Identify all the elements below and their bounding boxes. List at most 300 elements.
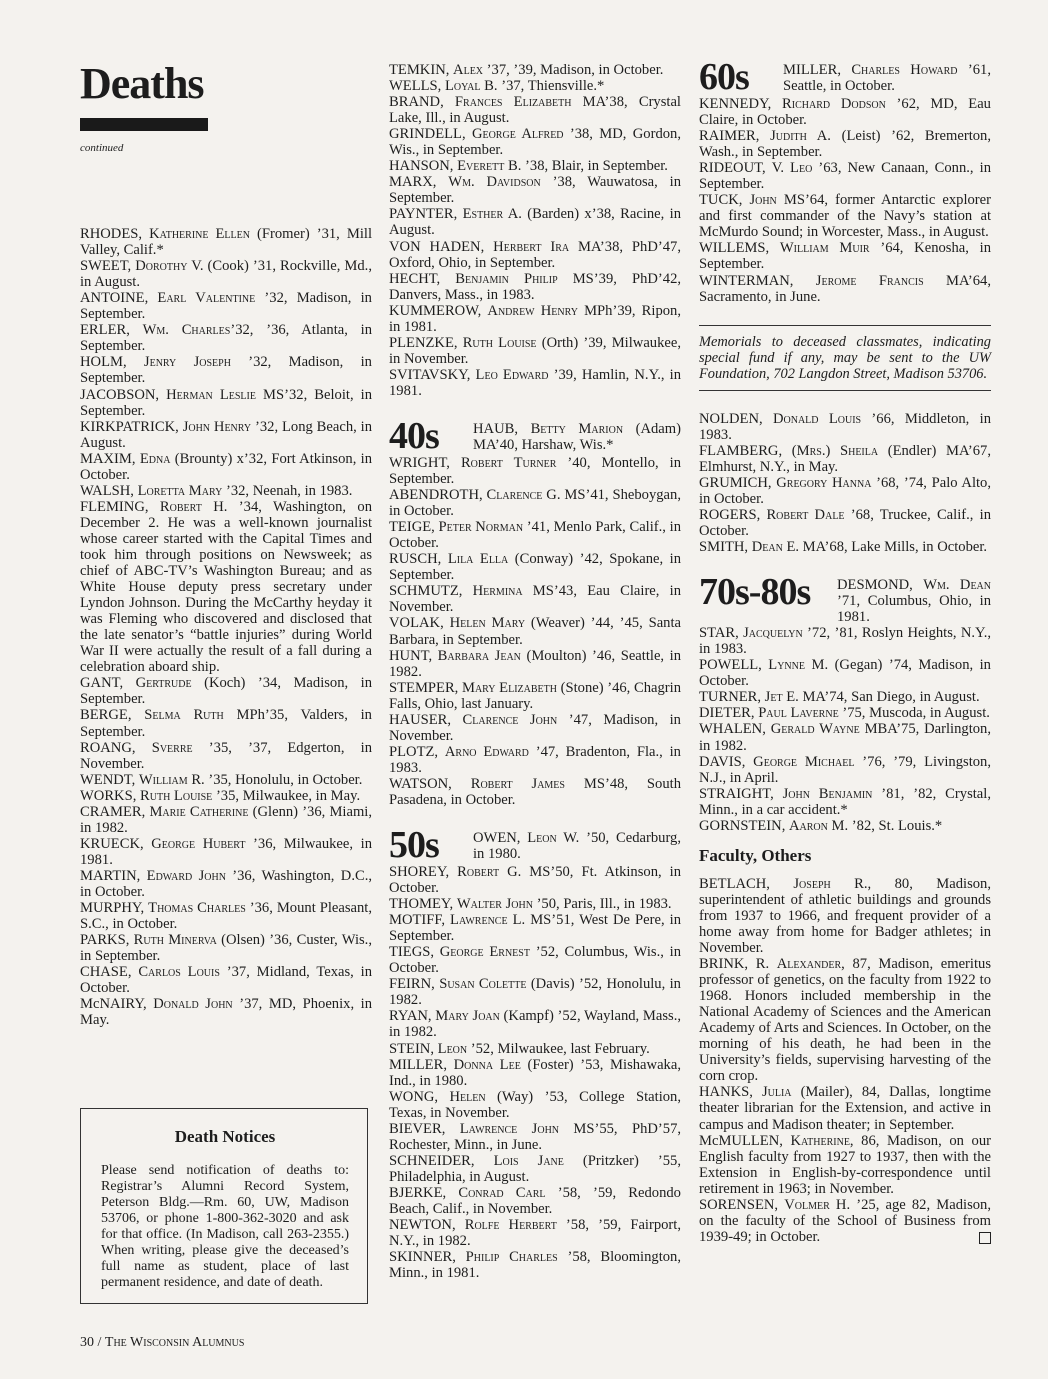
entry-surname: WORKS, [80, 787, 140, 804]
obituary-entry [389, 583, 681, 615]
entry-details: MS’64, former Antarctic explorer and first commander of the Navy’s station at McMurdo Sound; in Worcester, Mass., in August. [699, 192, 991, 241]
entry-surname: HANKS, [699, 1084, 762, 1101]
obituary-entry [80, 499, 372, 676]
entry-details: ’68, ’74, Palo Alto, in October. [699, 474, 991, 507]
obituary-entry [699, 705, 991, 721]
entry-given: Earl Valentine [157, 290, 256, 307]
obituary-entry [699, 786, 991, 818]
entry-details: R. ’35, Honolulu, in October. [187, 771, 363, 788]
entry-surname: RUSCH, [389, 551, 448, 568]
entry-surname: HECHT, [389, 270, 456, 287]
obituary-entry [699, 1197, 991, 1245]
entry-surname: STEMPER, [389, 679, 462, 696]
entry-given: John [749, 192, 777, 209]
entry-given: John Henry [182, 418, 252, 435]
entry-surname: WALSH, [80, 482, 138, 499]
entry-surname: KUMMEROW, [389, 302, 488, 319]
decade-label: 40s [389, 414, 439, 457]
entry-given: Philip Charles [465, 1249, 558, 1266]
entry-surname: MOTIFF, [389, 912, 451, 929]
entry-surname: GRUMICH, [699, 474, 777, 491]
entry-details: (Pritzker) ’55, Philadelphia, in August. [389, 1152, 681, 1185]
entry-given: Herman Leslie [166, 386, 256, 403]
entry-given: Carlos Louis [138, 964, 220, 981]
entry-given: William [138, 771, 188, 788]
entry-details: ’62, MD, Eau Claire, in October. [699, 96, 991, 129]
entry-details: ’37, MD, Phoenix, in May. [80, 996, 373, 1029]
entry-details: ’35, Milwaukee, in May. [212, 787, 361, 804]
entry-surname: MARX, [389, 174, 449, 191]
obituary-entry [699, 721, 991, 753]
entry-given: Gregory Hanna [776, 474, 872, 491]
entry-given: Dorothy [135, 258, 188, 275]
entry-surname: McMULLEN, [699, 1132, 791, 1149]
obituary-entry [389, 912, 681, 944]
obituary-entry [389, 712, 681, 744]
entry-given: Volmer [784, 1196, 830, 1213]
entry-given: Ruth Minerva [133, 932, 217, 949]
entry-given: Richard Dodson [782, 96, 886, 112]
obituary-entry [699, 192, 991, 240]
obituary-entry [80, 290, 372, 322]
entry-surname: KENNEDY, [699, 96, 783, 112]
obituary-entry [389, 303, 681, 335]
entry-details: ’58, Bloomington, Minn., in 1981. [389, 1249, 682, 1282]
entry-surname: THOMEY, [389, 896, 457, 913]
obituary-entry [80, 258, 372, 290]
page-footer [80, 1335, 244, 1351]
entry-details: H. ’25, age 82, Madison, on the faculty of the School of Business from 1939-49; in October. [699, 1196, 991, 1245]
page-number: 30 / [80, 1335, 105, 1350]
entry-details: ’32, ’36, Atlanta, in September. [80, 322, 372, 355]
entry-details: (Endler) MA’67, Elmhurst, N.Y., in May. [699, 442, 991, 475]
entry-surname: SKINNER, [389, 1249, 466, 1266]
entry-given: Sverre [151, 739, 193, 756]
entry-details: (Adam) MA’40, Harshaw, Wis.* [473, 420, 681, 454]
obituary-entry [80, 836, 372, 868]
entry-given: Judith [770, 128, 807, 145]
entry-given: Edward John [146, 867, 226, 884]
faculty-heading: Faculty, Others [699, 845, 812, 865]
entry-given: Everett [457, 158, 505, 175]
entry-details: L. MS’51, West De Pere, in September. [389, 912, 681, 945]
entry-given: Wm. Dean [923, 577, 991, 594]
entry-surname: ROGERS, [699, 506, 767, 523]
death-notices-box [80, 1108, 368, 1304]
entry-given: Robert Dale [766, 506, 845, 523]
entry-given: Selma Ruth [144, 707, 224, 724]
entry-given: Lois Jane [493, 1152, 564, 1169]
entry-surname: NEWTON, [389, 1217, 465, 1234]
obituary-entry [389, 1249, 681, 1281]
death-notices-body: Please send notification of deaths to: Registrar’s Alumni Record System, Peterson Bldg.—Rm. 60, UW, Madison 53706, or phone 1-800-362-3020 and ask for that office. (In Madison, call 263-2355.) When writing, please give the deceased’s full name as student, place of last permanent residence, and date of death. [101, 1163, 349, 1290]
entry-given: Julia [761, 1084, 792, 1101]
obituary-entry [699, 128, 991, 160]
obituary-entry [389, 126, 681, 158]
obituary-entry [389, 1089, 681, 1121]
entry-details: (Foster) ’53, Mishawaka, Ind., in 1980. [389, 1056, 681, 1089]
obituary-entry [389, 1057, 681, 1089]
entry-surname: CRAMER, [80, 803, 150, 820]
obituary-entry [80, 451, 372, 483]
entry-given: Edna [139, 450, 171, 467]
entry-surname: WHALEN, [699, 721, 771, 738]
obituary-entry [837, 577, 991, 625]
entry-details: H. ’34, Washington, on December 2. He was a well-known journalist whose career started with the Capital Times and took him through positions on Newsweek; as chief of ABC-TV’s Washington Bureau; and as White House deputy press secretary under Lyndon Johnson. During the McCarthy heyday it was Fleming who discovered and disclosed that the late senator’s “battle injuries” during World War II were actually the result of a fall during a celebration aboard ship. [80, 498, 372, 676]
entry-details: A. (Barden) x’38, Racine, in August. [389, 206, 681, 239]
entry-given: Loretta Mary [137, 482, 223, 499]
obituary-entry [699, 1084, 991, 1132]
obituary-entry [80, 387, 372, 419]
obituary-entry [389, 94, 681, 126]
entry-details: (Kampf) ’52, Wayland, Mass., in 1982. [389, 1008, 681, 1041]
obituary-list-40s [389, 455, 681, 808]
entry-given: Paul Laverne [758, 705, 839, 722]
entry-given: Leo Edward [475, 366, 549, 383]
entry-surname: GANT, [80, 675, 136, 692]
obituary-entry [783, 62, 991, 94]
entry-details: M. ’82, St. Louis.* [827, 817, 943, 834]
obituary-entry [389, 1041, 681, 1057]
entry-given: Jacquelyn [743, 625, 803, 642]
decade-label: 50s [389, 824, 439, 867]
entry-given: Alexander [776, 956, 842, 973]
obituary-entry [80, 740, 372, 772]
entry-details: ’81, ’82, Crystal, Minn., in a car accident.* [699, 785, 991, 818]
obituary-entry [699, 411, 991, 443]
obituary-entry [699, 443, 991, 475]
entry-details: R., 80, Madison, superintendent of athletic buildings and grounds from 1937 to 1966, and frequent provider of a home away from home for Badger athletes; in November. [699, 875, 991, 957]
entry-given: Marie Catherine [149, 803, 249, 820]
obituary-entry [389, 1008, 681, 1040]
entry-surname: MURPHY, [80, 900, 149, 917]
entry-details: ’64, Kenosha, in September. [699, 240, 991, 273]
entry-details: W. ’50, Cedarburg, in 1980. [473, 830, 681, 863]
entry-surname: OWEN, [473, 830, 528, 847]
obituary-entry [389, 680, 681, 712]
entry-details: MBA’75, Darlington, in 1982. [699, 721, 991, 754]
entry-surname: SVITAVSKY, [389, 366, 476, 383]
entry-surname: BJERKE, [389, 1184, 459, 1201]
obituary-entry [699, 1133, 991, 1197]
entry-details: ’38, Wauwatosa, in September. [389, 174, 681, 207]
entry-given: John Benjamin [782, 785, 873, 802]
entry-surname: TEIGE, [389, 519, 439, 536]
entry-surname: STEIN, [389, 1040, 438, 1057]
entry-surname: BRAND, [389, 94, 455, 111]
entry-given: Ruth Louise [462, 334, 537, 351]
entry-details: ’50, Paris, Ill., in 1983. [532, 896, 672, 913]
entry-details: ’36, Milwaukee, in 1981. [80, 835, 372, 868]
entry-details: ’36, Washington, D.C., in October. [80, 867, 372, 900]
entry-details: ’47, Bradenton, Fla., in 1983. [389, 743, 681, 776]
entry-surname: JACOBSON, [80, 386, 167, 403]
entry-details: ’76, ’79, Livingston, N.J., in April. [699, 753, 991, 786]
entry-details: (Orth) ’39, Milwaukee, in November. [389, 334, 681, 367]
obituary-entry [80, 868, 372, 900]
entry-surname: SCHMUTZ, [389, 583, 473, 600]
decade-60s-header [699, 56, 991, 98]
entry-given: Dean [751, 538, 783, 555]
entry-details: (Way) ’53, College Station, Texas, in November. [389, 1088, 681, 1121]
obituary-entry [699, 818, 991, 834]
entry-surname: MILLER, [389, 1056, 454, 1073]
entry-details: ’38, MD, Gordon, Wis., in September. [389, 126, 681, 159]
entry-surname: WATSON, [389, 775, 471, 792]
entry-details: MS’39, PhD’42, Danvers, Mass., in 1983. [389, 270, 682, 303]
obituary-entry [80, 804, 372, 836]
entry-given: (Mrs.) Sheila [791, 442, 879, 459]
obituary-entry [389, 1185, 681, 1217]
entry-given: George Michael [753, 753, 855, 770]
obituary-entry [80, 483, 372, 499]
entry-surname: WRIGHT, [389, 454, 461, 471]
obituary-entry [389, 62, 681, 78]
obituary-entry [80, 707, 372, 739]
entry-surname: HUNT, [389, 647, 438, 664]
entry-surname: MAXIM, [80, 450, 140, 467]
decade-label: 60s [699, 56, 749, 98]
decade-label: 70s-80s [699, 571, 811, 614]
entry-details: B. ’38, Blair, in September. [504, 158, 668, 175]
title-rule [80, 118, 208, 131]
entry-given: Arno Edward [444, 743, 529, 760]
entry-details: ’37, Midland, Texas, in October. [80, 964, 372, 997]
entry-details: ’75, Muscoda, in August. [838, 705, 990, 722]
obituary-entry [473, 421, 681, 453]
obituary-entry [389, 271, 681, 303]
entry-surname: WONG, [389, 1088, 450, 1105]
entry-given: Betty Marion [530, 420, 624, 437]
entry-given: Clarence John [462, 711, 558, 728]
entry-surname: BRINK, R. [699, 956, 777, 973]
death-notices-title: Death Notices [174, 1127, 276, 1146]
entry-surname: RYAN, [389, 1008, 436, 1025]
entry-details: ’47, Madison, in November. [389, 711, 681, 744]
entry-surname: BETLACH, [699, 875, 794, 892]
entry-details: MA’38, Crystal Lake, Ill., in August. [389, 94, 681, 127]
column-2 [389, 62, 681, 1281]
entry-details: ’40, Montello, in September. [389, 454, 681, 488]
entry-details: ’32, Madison, in September. [80, 290, 372, 323]
obituary-entry [389, 776, 681, 808]
entry-given: Aaron [789, 817, 828, 834]
entry-given: Joseph [793, 875, 831, 892]
obituary-entry [389, 519, 681, 551]
entry-details: B. ’37, Thiensville.* [480, 78, 605, 95]
obituary-entry [389, 944, 681, 976]
entry-surname: TIEGS, [389, 944, 440, 961]
entry-details: (Brounty) x’32, Fort Atkinson, in October. [80, 450, 373, 483]
obituary-entry [389, 174, 681, 206]
obituary-entry [389, 1217, 681, 1249]
entry-given: George Hubert [151, 835, 246, 852]
entry-given: V. Leo [771, 160, 813, 177]
obituary-entry [473, 830, 681, 862]
obituary-entry [80, 226, 372, 258]
entry-given: William Muir [779, 240, 870, 257]
entry-given: Benjamin Philip [455, 270, 558, 287]
entry-details: M. (Gegan) ’74, Madison, in October. [699, 657, 991, 690]
entry-given: Donna Lee [453, 1056, 521, 1073]
entry-surname: PLOTZ, [389, 743, 445, 760]
obituary-entry [389, 896, 681, 912]
obituary-entry [80, 996, 372, 1028]
obituary-entry [80, 322, 372, 354]
entry-surname: TEMKIN, [389, 62, 454, 78]
obituary-entry [699, 956, 991, 1084]
entry-details: ’32, Neenah, in 1983. [222, 482, 353, 499]
entry-given: Walter John [456, 896, 533, 913]
entry-given: George Ernest [439, 944, 530, 961]
obituary-entry [389, 367, 681, 399]
entry-surname: STAR, [699, 625, 744, 642]
entry-details: ’68, Truckee, Calif., in October. [699, 506, 991, 539]
entry-given: Lynne [768, 657, 805, 674]
entry-surname: WINTERMAN, [699, 272, 816, 289]
entry-given: Clarence [486, 487, 543, 504]
entry-details: ’37, ’39, Madison, in October. [483, 62, 664, 78]
entry-details: , 87, Madison, emeritus professor of genetics, on the faculty from 1922 to 1968. Honors included membership in the National Academy of Sciences and the American Academy of Arts and Sciences. In October, on the morning of his death, he had been in the University’s fields, supervising harvesting of the corn crop. [699, 956, 992, 1085]
end-mark-icon [979, 1232, 991, 1244]
entry-given: Donald Louis [772, 410, 862, 427]
entry-details: (Moulton) ’46, Seattle, in 1982. [389, 647, 681, 680]
obituary-entry [699, 689, 991, 705]
obituary-entry [699, 273, 991, 305]
entry-details: MS’43, Eau Claire, in November. [389, 583, 682, 616]
entry-surname: HOLM, [80, 354, 144, 371]
entry-given: Katherine Ellen [149, 226, 250, 243]
obituary-entry [389, 615, 681, 647]
obituary-entry [699, 876, 991, 956]
entry-given: Leon [437, 1040, 468, 1057]
obituary-entry [389, 455, 681, 487]
entry-details: (Glenn) ’36, Miami, in 1982. [80, 803, 373, 836]
obituary-entry [699, 96, 991, 128]
entry-details: ’66, Middleton, in 1983. [699, 410, 991, 443]
entry-surname: ROANG, [80, 739, 152, 756]
entry-details: ’58, ’59, Fairport, N.Y., in 1982. [389, 1217, 681, 1250]
entry-details: MS’48, South Pasadena, in October. [389, 775, 681, 808]
obituary-list-60s [699, 96, 991, 305]
obituary-entry [389, 335, 681, 367]
entry-given: Esther [462, 206, 504, 223]
entry-details: ’58, ’59, Redondo Beach, Calif., in November. [389, 1184, 681, 1217]
entry-surname: FEIRN, [389, 976, 440, 993]
entry-surname: HAUB, [473, 420, 531, 437]
entry-details: ’52, Columbus, Wis., in October. [389, 944, 681, 977]
obituary-entry [389, 648, 681, 680]
entry-given: George Alfred [471, 126, 564, 143]
entry-given: Ruth Louise [140, 787, 213, 804]
entry-given: Alex [453, 62, 484, 78]
entry-surname: HANSON, [389, 158, 458, 175]
entry-surname: POWELL, [699, 657, 769, 674]
entry-surname: STRAIGHT, [699, 785, 783, 802]
entry-given: Herbert Ira [493, 238, 570, 255]
obituary-entry [699, 475, 991, 507]
entry-details: ’61, Seattle, in October. [783, 62, 991, 95]
entry-details: G. MS’41, Sheboygan, in October. [389, 487, 681, 520]
obituary-entry [389, 976, 681, 1008]
entry-surname: McNAIRY, [80, 996, 154, 1013]
entry-surname: GRINDELL, [389, 126, 472, 143]
entry-surname: KIRKPATRICK, [80, 418, 183, 435]
obituary-entry [389, 1121, 681, 1153]
entry-given: Lawrence John [459, 1120, 560, 1137]
entry-given: Barbara Jean [437, 647, 521, 664]
entry-details: MS’32, Beloit, in September. [80, 386, 372, 419]
entry-given: Gertrude [135, 675, 192, 692]
entry-details: MPh’39, Ripon, in 1981. [389, 302, 681, 335]
entry-surname: PLENZKE, [389, 334, 463, 351]
entry-surname: WILLEMS, [699, 240, 780, 257]
decade-70s-header [699, 571, 991, 626]
entry-surname: TUCK, [699, 192, 750, 209]
entry-surname: KRUECK, [80, 835, 152, 852]
obituary-entry [389, 864, 681, 896]
entry-details: (Olsen) ’36, Custer, Wis., in September. [80, 932, 372, 965]
entry-details: (Koch) ’34, Madison, in September. [80, 675, 372, 708]
entry-surname: GORNSTEIN, [699, 817, 789, 834]
entry-details: ’35, ’37, Edgerton, in November. [80, 739, 373, 772]
entry-given: Mary Joan [435, 1008, 500, 1025]
continued-label: continued [80, 142, 124, 154]
entry-surname: ERLER, [80, 322, 143, 339]
obituary-entry [80, 788, 372, 804]
entry-surname: RIDEOUT, [699, 160, 772, 177]
entry-given: Peter Norman [438, 519, 524, 536]
entry-given: Wm. Charles [142, 322, 231, 339]
entry-surname: SMITH, [699, 538, 752, 555]
entry-details: E. MA’68, Lake Mills, in October. [782, 538, 988, 555]
entry-surname: MILLER, [783, 62, 852, 78]
entry-surname: VON HADEN, [389, 238, 494, 255]
entry-details: MA’38, PhD’47, Oxford, Ohio, in September. [389, 238, 681, 271]
obituary-entry [389, 206, 681, 238]
entry-details: , 86, Madison, on our English faculty from 1927 to 1937, then with the Extension in English-by-correspondence until retirement in 1963; in November. [699, 1132, 991, 1197]
entry-surname: PARKS, [80, 932, 134, 949]
entry-given: Wm. Davidson [448, 174, 541, 191]
obituary-entry [699, 507, 991, 539]
decade-50s-header [389, 824, 681, 867]
obituary-entry [699, 625, 991, 657]
entry-surname: SORENSEN, [699, 1196, 785, 1213]
entry-details: E. MA’74, San Diego, in August. [782, 689, 980, 706]
entry-given: Susan Colette [439, 976, 527, 993]
entry-given: Robert [159, 498, 202, 515]
entry-details: G. MS’50, Ft. Atkinson, in October. [389, 864, 681, 897]
obituary-entry [80, 419, 372, 451]
obituary-entry [389, 158, 681, 174]
obituary-entry [80, 900, 372, 932]
decade-40s-header [389, 414, 681, 457]
entry-details: ’36, Mount Pleasant, S.C., in October. [80, 900, 372, 933]
entry-surname: BERGE, [80, 707, 145, 724]
entry-surname: TURNER, [699, 689, 765, 706]
entry-surname: DIETER, [699, 705, 759, 722]
entry-given: Thomas Charles [148, 900, 246, 917]
obituary-list-60s-cont [699, 411, 991, 555]
obituary-entry [389, 78, 681, 94]
entry-given: Lawrence [450, 912, 508, 929]
entry-surname: SWEET, [80, 258, 136, 275]
entry-given: Mary Elizabeth [461, 679, 557, 696]
obituary-entry [80, 354, 372, 386]
obituary-entry [80, 675, 372, 707]
entry-details: ’52, Milwaukee, last February. [467, 1040, 650, 1057]
column-3 [699, 56, 992, 1245]
